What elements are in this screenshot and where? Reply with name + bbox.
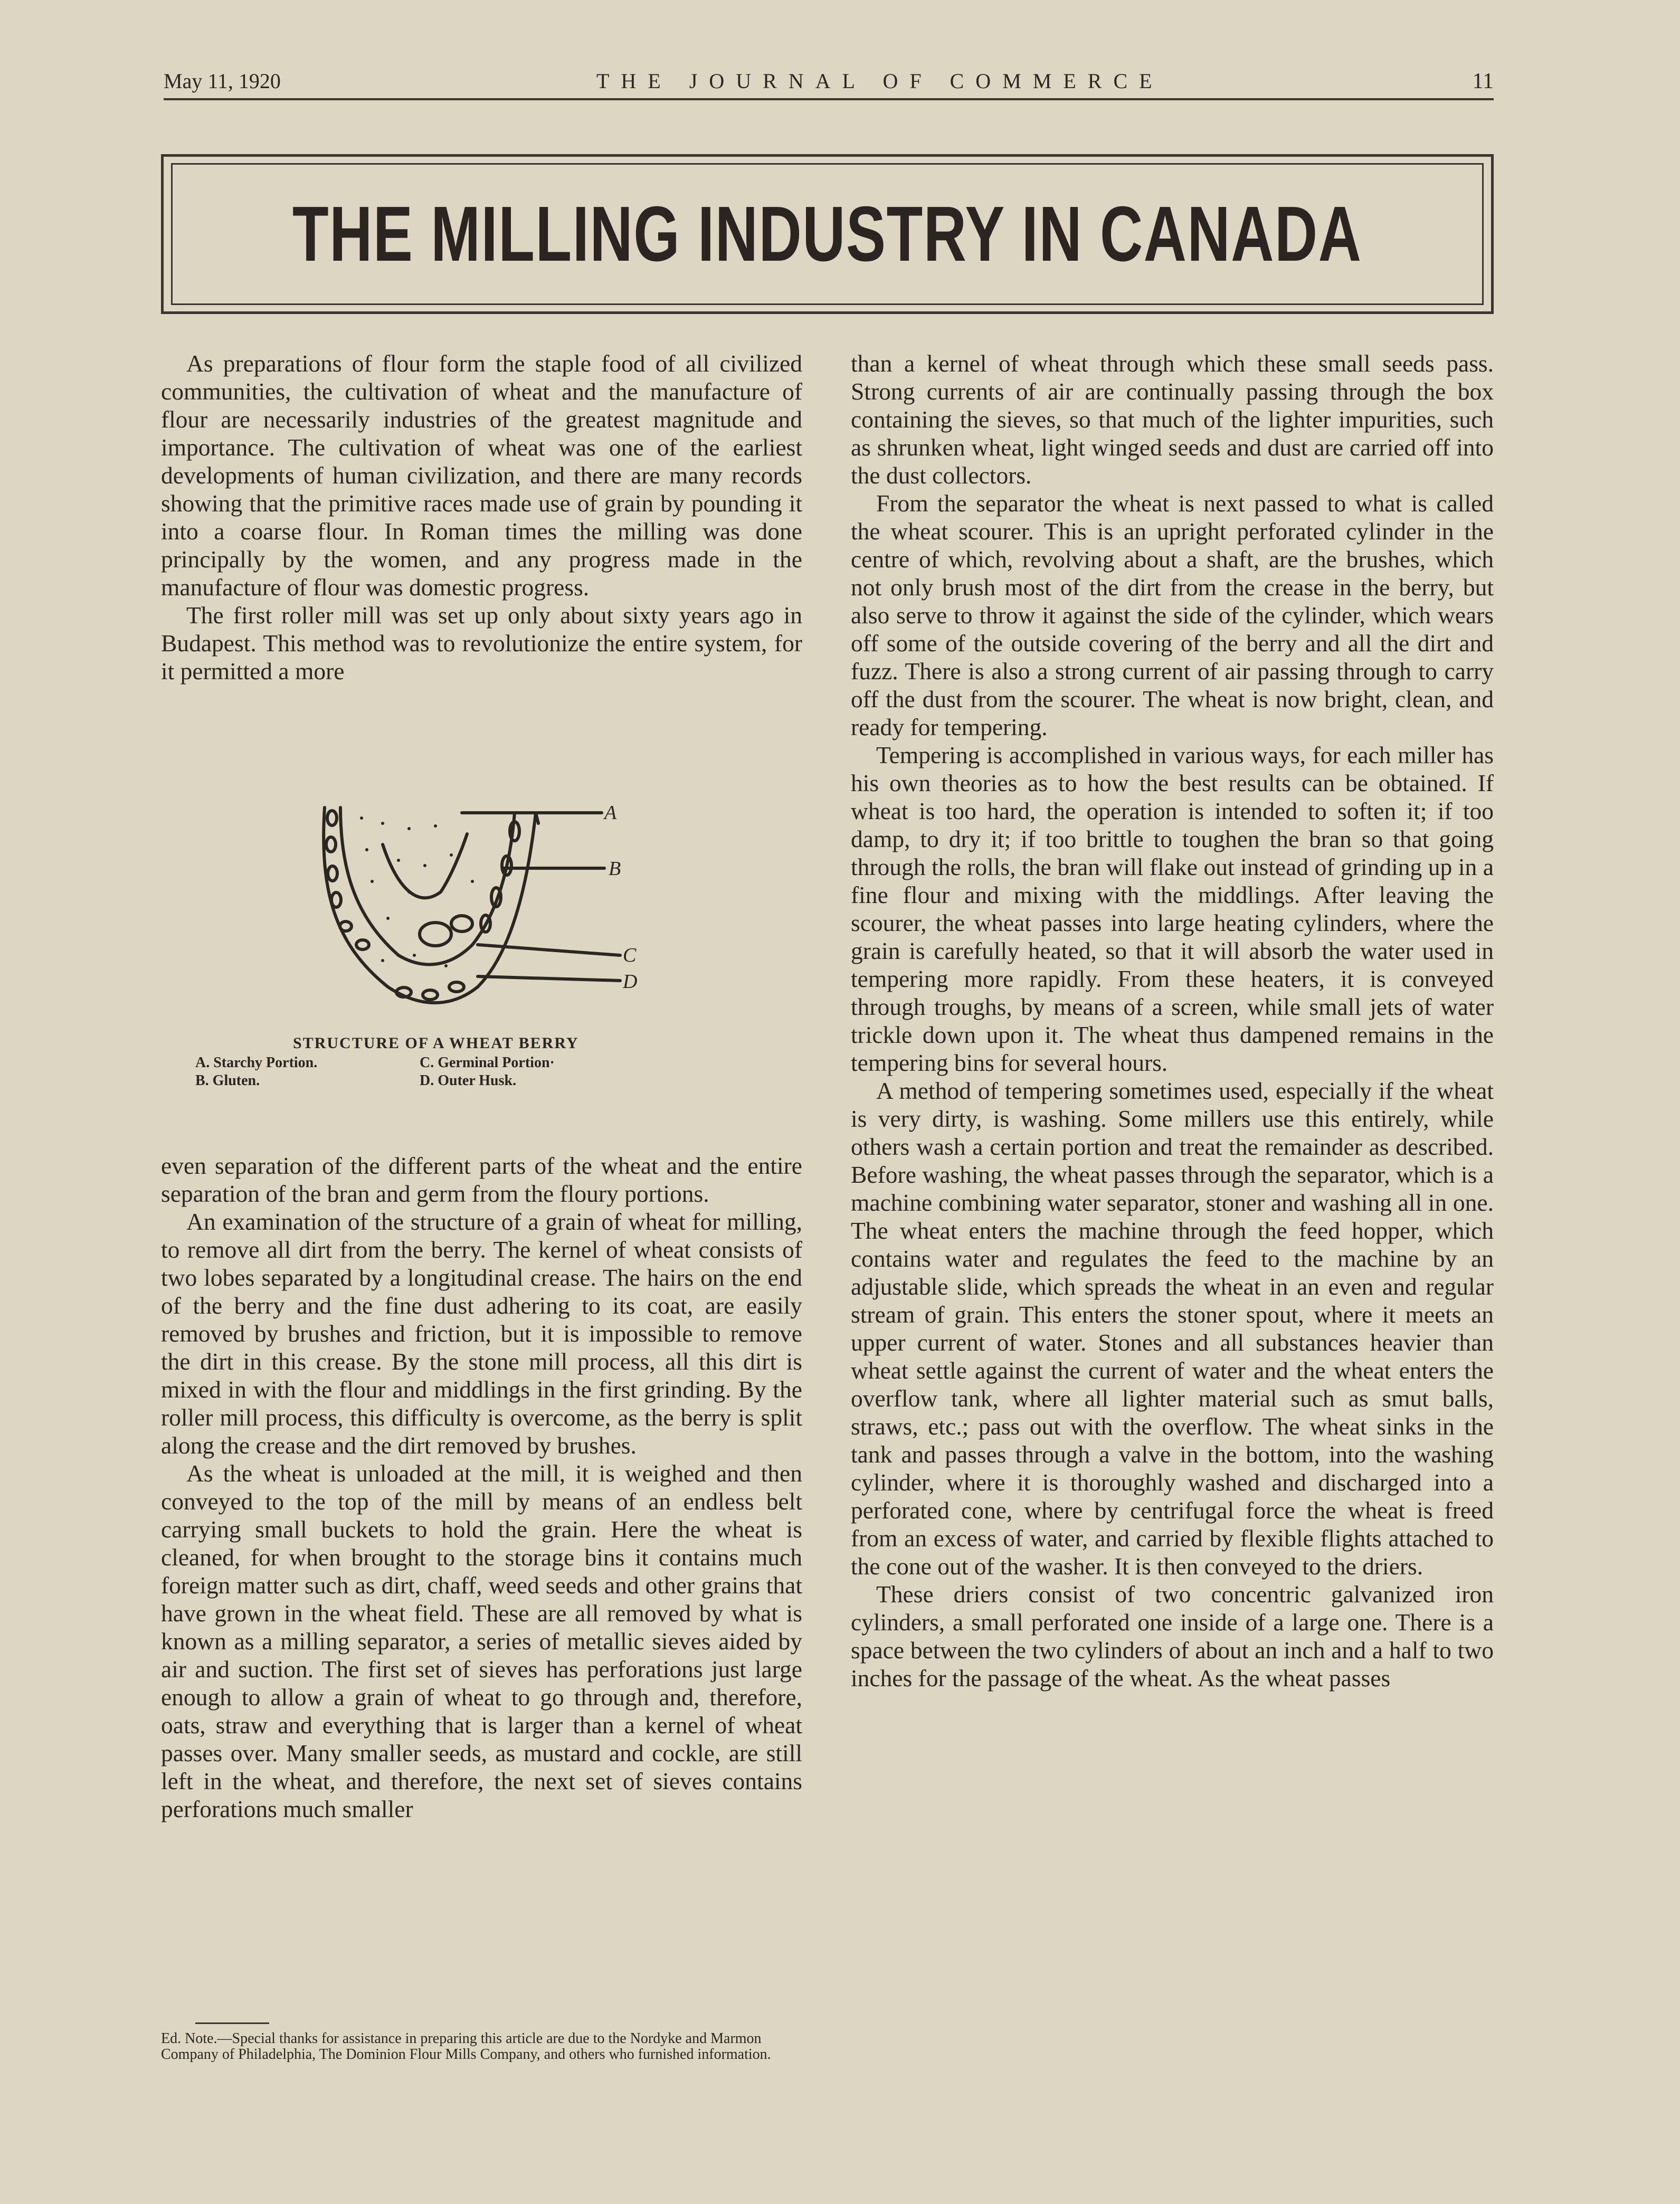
journal-name: THE JOURNAL OF COMMERCE bbox=[596, 69, 1164, 93]
legend-starchy: A. Starchy Portion. bbox=[195, 1054, 318, 1071]
paragraph: An examination of the structure of a grain of wheat for milling, to remove all dirt from the berry. The kernel of wheat consists of two lobes separated by a longitudinal crease. The hairs on the end of the berry and the fine dust adhering to its coat, are easily removed by brushes and friction, but it is impossible to remove the dirt in this crease. By the stone mill process, all this dirt is mixed in with the flour and middlings in the first grinding. By the roller mill process, this difficulty is overcome, as the berry is split along the crease and the dirt removed by brushes. bbox=[161, 1208, 802, 1459]
paragraph: From the separator the wheat is next passed to what is called the wheat scourer. This is an upright perforated cylinder in the centre of which, revolving about a shaft, are the brushes, which not only brush most of the dirt from the crease in the berry, but also serve to throw it against the side of the cylinder, which wears off some of the outside covering of the berry and all the dirt and fuzz. There is also a strong current of air passing through to carry off the dust from the scourer. The wheat is now bright, clean, and ready for tempering. bbox=[851, 490, 1494, 740]
wheat-berry-figure bbox=[190, 786, 676, 1103]
issue-date: May 11, 1920 bbox=[164, 69, 281, 93]
paragraph: Tempering is accomplished in various ways, for each miller has his own theories as to how the best results can be obtained. If wheat is too hard, the operation is intended to soften it; if too damp, to dry it; if too brittle to toughen the bran so that going through the rolls, the bran will flake out instead of grinding up in a fine flour and mixing with the middlings. After leaving the scourer, the wheat passes into large heating cylinders, where the grain is carefully heated, so that it will absorb the water used in tempering more rapidly. From these heaters, it is conveyed through troughs, by means of a screen, while small jets of water trickle down upon it. The wheat thus dampened remains in the tempering bins for several hours. bbox=[851, 742, 1494, 1076]
title-inner-frame bbox=[171, 163, 1484, 305]
paragraph: As preparations of flour form the staple food of all civilized communities, the cultivation of wheat and the manufacture of flour are necessarily industries of the greatest magnitude and importance. The cultivation of wheat was one of the earliest developments of human civilization, and there are many records showing that the primitive races made use of grain by pounding it into a coarse flour. In Roman times the milling was done principally by the women, and any progress made in the manufacture of flour was domestic progress. bbox=[161, 350, 802, 601]
paragraph: The first roller mill was set up only about sixty years ago in Budapest. This method was to revolutionize the entire system, for it permitted a more bbox=[161, 602, 802, 685]
legend-germinal: C. Germinal Portion· bbox=[420, 1054, 555, 1071]
paragraph: than a kernel of wheat through which these small seeds pass. Strong currents of air are continually passing through the box containing the sieves, so that much of the lighter impurities, such as shrunken wheat, light winged seeds and dust are carried off into the dust collectors. bbox=[851, 350, 1494, 489]
footnote-rule bbox=[195, 2022, 269, 2024]
legend-gluten: B. Gluten. bbox=[195, 1072, 260, 1089]
column-1-top bbox=[161, 349, 802, 685]
page-number: 11 bbox=[1472, 69, 1494, 93]
paragraph: These driers consist of two concentric galvanized iron cylinders, a small perforated one inside of a large one. There is a space between the two cylinders of about an inch and a half to two inches for the passage of the wheat. As the wheat passes bbox=[851, 1581, 1494, 1692]
title-box bbox=[161, 154, 1494, 314]
paragraph: A method of tempering sometimes used, especially if the wheat is very dirty, is washing. Some millers use this entirely, while others wash a certain portion and treat the remainder as described. Before washing, the wheat passes through the separator, which is a machine combining water separator, stoner and washing all in one. The wheat enters the machine through the feed hopper, which contains water and regulates the feed to the machine by an adjustable slide, which spreads the wheat in an even and regular stream of grain. This enters the stoner spout, where it meets an upper current of water. Stones and all substances heavier than wheat settle against the current of water and the wheat enters the overflow tank, where all lighter material such as smut balls, straws, etc.; pass out with the overflow. The wheat sinks in the tank and passes through a valve in the bottom, into the washing cylinder, where it is thoroughly washed and discharged into a perforated cone, where by centrifugal force the wheat is freed from an excess of water, and carried by flexible flights attached to the cone out of the washer. It is then conveyed to the driers. bbox=[851, 1077, 1494, 1580]
page-header bbox=[164, 69, 1494, 100]
column-2 bbox=[851, 349, 1494, 1692]
column-1-bottom bbox=[161, 1152, 802, 1823]
legend-husk: D. Outer Husk. bbox=[420, 1072, 517, 1089]
label-a: A bbox=[604, 802, 617, 824]
article-title: THE MILLING INDUSTRY IN CANADA bbox=[292, 190, 1362, 278]
label-d: D bbox=[623, 971, 638, 993]
paragraph: As the wheat is unloaded at the mill, it is weighed and then conveyed to the top of the mill by means of an endless belt carrying small buckets to hold the grain. Here the wheat is cleaned, for when brought to the storage bins it contains much foreign matter such as dirt, chaff, weed seeds and other grains that have grown in the wheat field. These are all removed by what is known as a milling separator, a series of metallic sieves aided by air and suction. The first set of sieves has perforations just large enough to allow a grain of wheat to go through and, therefore, oats, straw and everything that is larger than a kernel of wheat passes over. Many smaller seeds, as mustard and cockle, are still left in the wheat, and therefore, the next set of sieves contains perforations much smaller bbox=[161, 1460, 802, 1822]
header-rule bbox=[164, 98, 1494, 100]
label-c: C bbox=[623, 944, 637, 966]
paragraph: even separation of the different parts of the wheat and the entire separation of the bran and germ from the floury portions. bbox=[161, 1152, 802, 1207]
label-b: B bbox=[609, 858, 621, 880]
wheat-berry-diagram bbox=[303, 786, 673, 1034]
editor-footnote: Ed. Note.—Special thanks for assistance in preparing this article are due to the Nordyke and Marmon Company of Philadelphia, The Dominion Flour Mills Company, and others who furnished information. bbox=[161, 2030, 771, 2063]
figure-caption: STRUCTURE OF A WHEAT BERRY bbox=[293, 1034, 579, 1052]
